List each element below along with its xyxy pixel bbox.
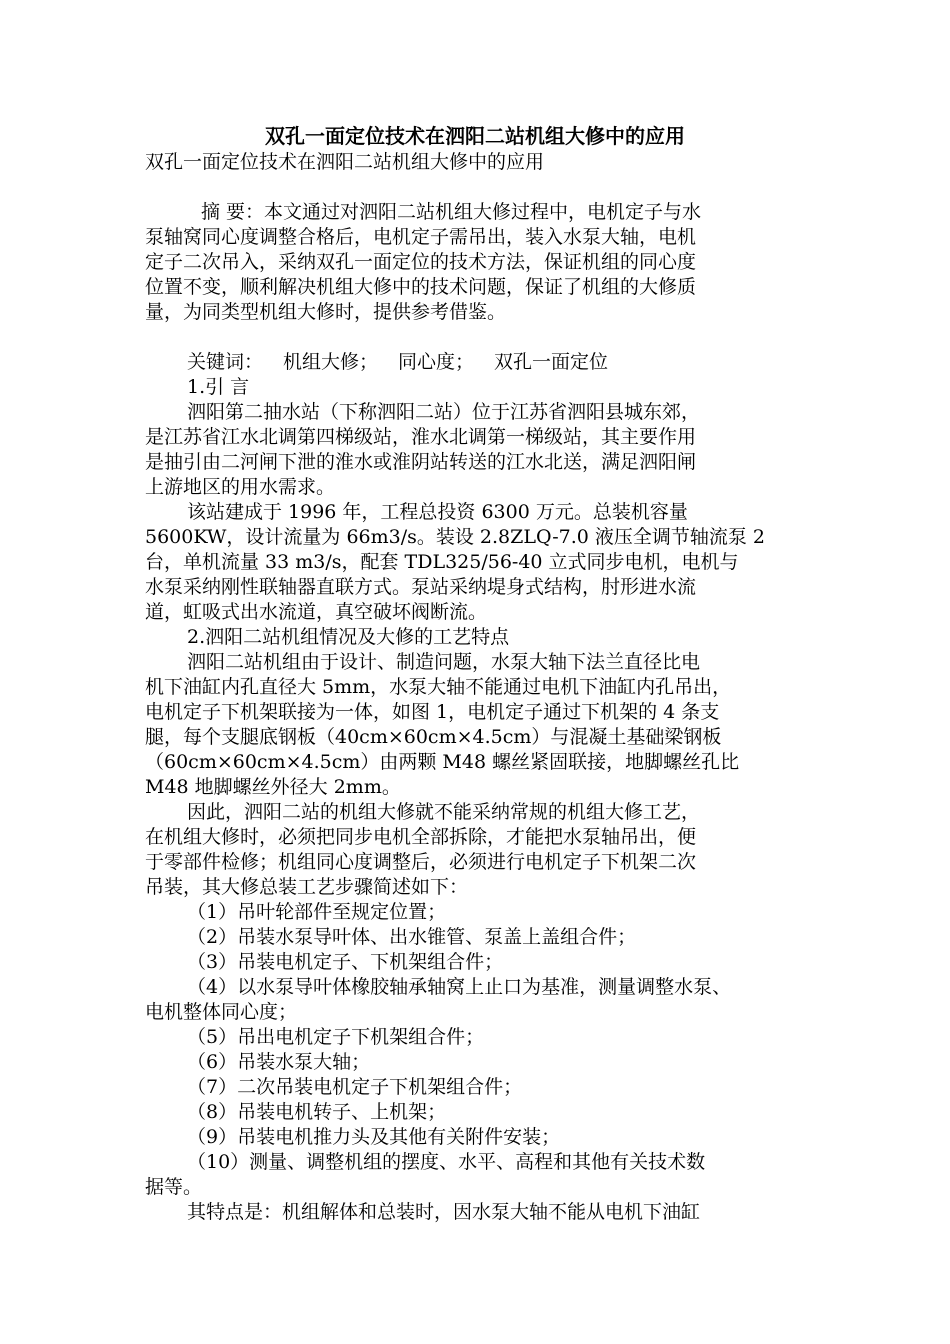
blank-line (145, 175, 825, 200)
step-item: （6）吊装水泵大轴； (187, 1051, 371, 1073)
abstract-line: 量，为同类型机组大修时，提供参考借鉴。 (145, 301, 507, 323)
step-item-continuation: 电机整体同心度； (145, 1001, 298, 1023)
closing-line: 其特点是：机组解体和总装时，因水泵大轴不能从电机下油缸 (187, 1201, 701, 1223)
keyword-item: 机组大修； (283, 351, 379, 373)
section-heading: 2.泗阳二站机组情况及大修的工艺特点 (187, 626, 510, 648)
paragraph-line: 上游地区的用水需求。 (145, 476, 336, 498)
paragraph-line: 于零部件检修；机组同心度调整后，必须进行电机定子下机架二次 (145, 851, 697, 873)
step-item: （5）吊出电机定子下机架组合件； (187, 1026, 485, 1048)
steps-list (145, 900, 825, 1200)
keyword-item: 同心度； (398, 351, 475, 373)
paragraph-line: 是江苏省江水北调第四梯级站，淮水北调第一梯级站，其主要作用 (145, 426, 697, 448)
keywords-line (145, 350, 825, 375)
paragraph-line: 电机定子下机架联接为一体，如图 1，电机定子通过下机架的 4 条支 (145, 701, 720, 723)
paragraph-line: 泗阳二站机组由于设计、制造问题，水泵大轴下法兰直径比电 (187, 651, 701, 673)
paragraph-line: 泗阳第二抽水站（下称泗阳二站）位于江苏省泗阳县城东郊， (187, 401, 701, 423)
paragraph-line: （60cm×60cm×4.5cm）由两颗 M48 螺丝紧固联接，地脚螺丝孔比 (145, 751, 740, 773)
abstract-line: 泵轴窝同心度调整合格后，电机定子需吊出，装入水泵大轴，电机 (145, 226, 697, 248)
paragraph-line: 水泵采纳刚性联轴器直联方式。泵站采纳堤身式结构，肘形进水流 (145, 576, 697, 598)
section-heading: 1.引 言 (187, 376, 250, 398)
abstract-line: 摘 要：本文通过对泗阳二站机组大修过程中，电机定子与水 (201, 201, 702, 223)
paragraph-line: M48 地脚螺丝外径大 2mm。 (145, 776, 401, 798)
step-item: （9）吊装电机推力头及其他有关附件安装； (187, 1126, 561, 1148)
document-subtitle: 双孔一面定位技术在泗阳二站机组大修中的应用 (145, 151, 545, 173)
paragraph-line: 台，单机流量 33 m3/s，配套 TDL325/56-40 立式同步电机，电机与 (145, 551, 739, 573)
paragraph-line: 是抽引由二河闸下泄的淮水或淮阴站转送的江水北送，满足泗阳闸 (145, 451, 697, 473)
body-paragraph (145, 400, 825, 500)
body-paragraph (145, 500, 825, 625)
paragraph-line: 吊装，其大修总装工艺步骤简述如下： (145, 876, 469, 898)
document-title: 双孔一面定位技术在泗阳二站机组大修中的应用 (265, 124, 685, 148)
paragraph-line: 道，虹吸式出水流道，真空破坏阀断流。 (145, 601, 488, 623)
step-item: （8）吊装电机转子、上机架； (187, 1101, 447, 1123)
paragraph-line: 在机组大修时，必须把同步电机全部拆除，才能把水泵轴吊出，便 (145, 826, 697, 848)
step-item: （4）以水泵导叶体橡胶轴承轴窝上止口为基准，测量调整水泵、 (187, 976, 732, 998)
paragraph-line: 机下油缸内孔直径大 5mm，水泵大轴不能通过电机下油缸内孔吊出， (145, 676, 732, 698)
step-item: （10）测量、调整机组的摆度、水平、高程和其他有关技术数 (187, 1151, 706, 1173)
step-item: （7）二次吊装电机定子下机架组合件； (187, 1076, 523, 1098)
abstract-line: 定子二次吊入，采纳双孔一面定位的技术方法，保证机组的同心度 (145, 251, 697, 273)
step-item: （3）吊装电机定子、下机架组合件； (187, 951, 504, 973)
paragraph-line: 腿，每个支腿底钢板（40cm×60cm×4.5cm）与混凝土基础梁钢板 (145, 726, 722, 748)
body-paragraph (145, 800, 825, 900)
paragraph-line: 该站建成于 1996 年，工程总投资 6300 万元。总装机容量 (187, 501, 688, 523)
paragraph-line: 5600KW，设计流量为 66m3/s。装设 2.8ZLQ-7.0 液压全调节轴流泵 2 (145, 526, 766, 548)
step-item: （2）吊装水泵导叶体、出水锥管、泵盖上盖组合件； (187, 926, 637, 948)
keywords-label: 关键词： (187, 351, 264, 373)
abstract-line: 位置不变，顺利解决机组大修中的技术问题，保证了机组的大修质 (145, 276, 697, 298)
keyword-item: 双孔一面定位 (494, 351, 609, 373)
step-item: （1）吊叶轮部件至规定位置； (187, 901, 447, 923)
body-paragraph (145, 650, 825, 800)
step-item-continuation: 据等。 (145, 1176, 203, 1198)
blank-line (145, 325, 825, 350)
abstract-paragraph (145, 200, 825, 325)
document-body (145, 150, 825, 1225)
paragraph-line: 因此，泗阳二站的机组大修就不能采纳常规的机组大修工艺， (187, 801, 701, 823)
